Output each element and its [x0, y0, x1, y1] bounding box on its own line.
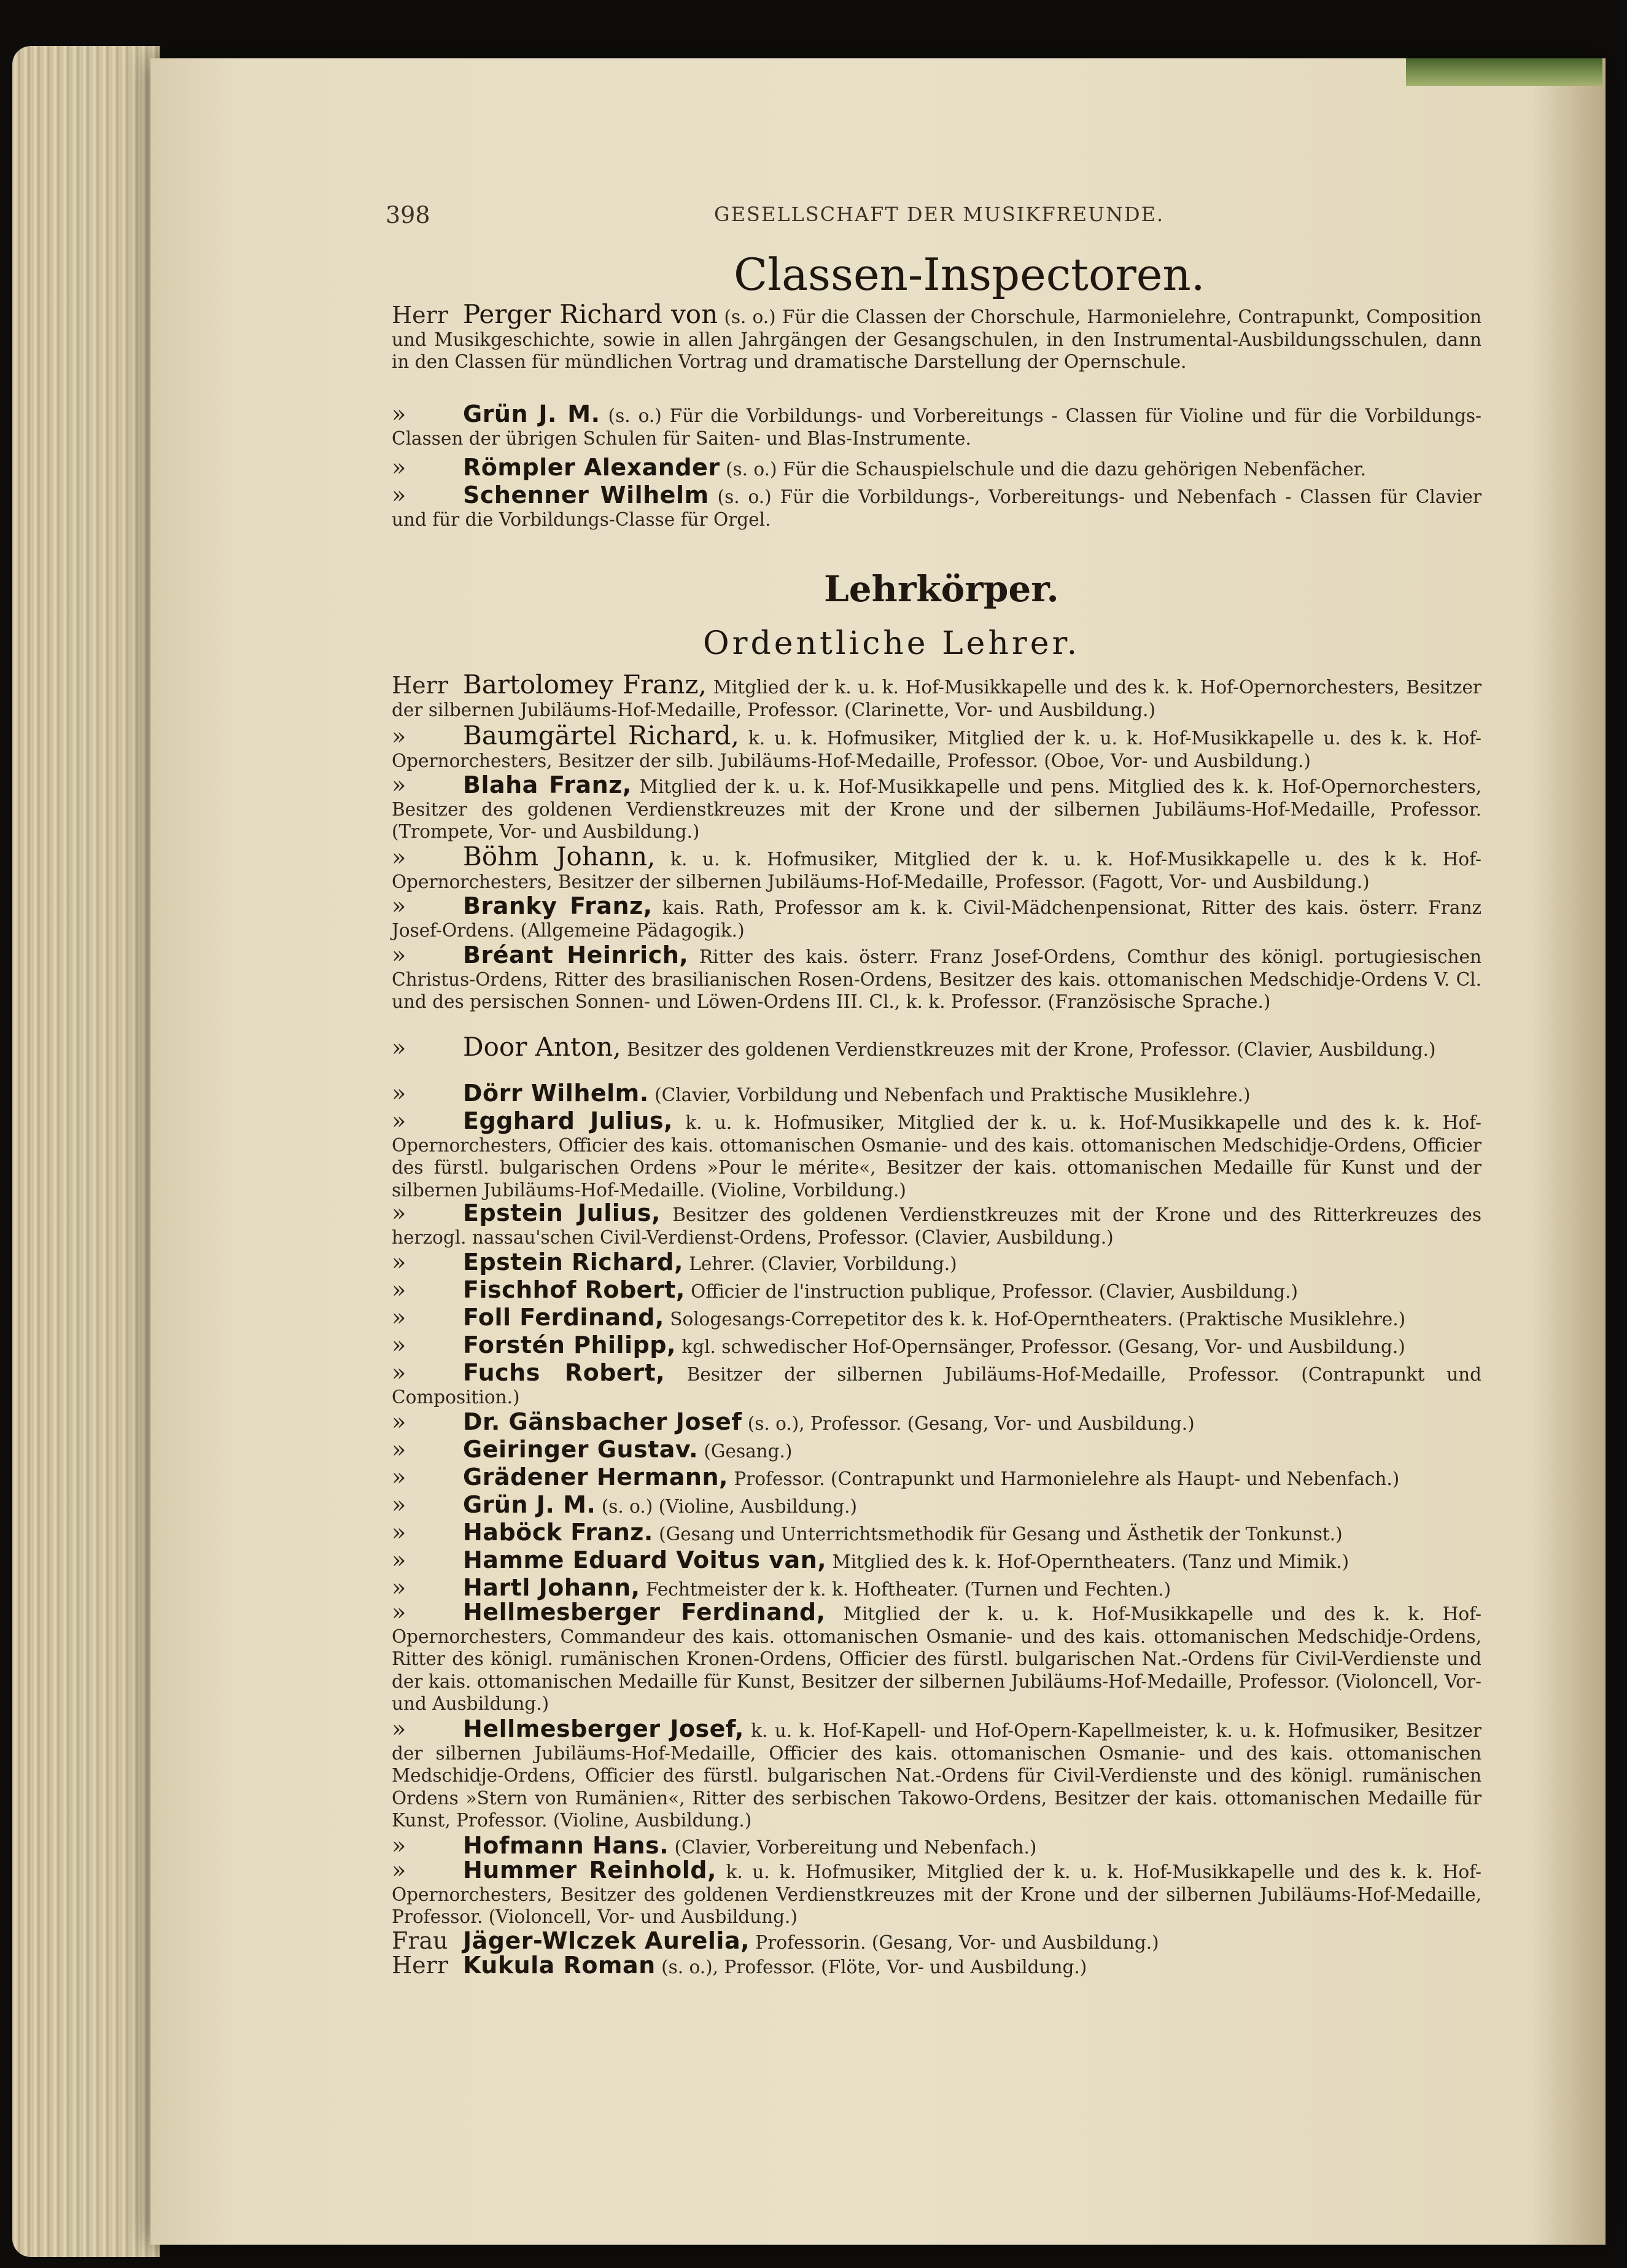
honorific: » — [392, 1463, 406, 1491]
honorific: » — [392, 1080, 406, 1107]
teacher-entry — [392, 771, 1481, 843]
entry-text: Fechtmeister der k. k. Hoftheater. (Turnen und Fechten.) — [640, 1579, 1171, 1600]
entry-text: Officier de l'instruction publique, Professor. (Clavier, Ausbildung.) — [685, 1281, 1298, 1302]
person-name: Fischhof Robert, — [463, 1276, 685, 1303]
entry-text: Besitzer der silbernen Jubiläums-Hof-Medaille, Professor. (Contrapunkt und Composition.) — [392, 1364, 1481, 1408]
teacher-entry — [392, 841, 1481, 893]
person-name: Hellmesberger Josef, — [463, 1715, 744, 1742]
teacher-entry — [392, 1463, 1481, 1491]
entry-text: Besitzer des goldenen Verdienstkreuzes mit der Krone, Professor. (Clavier, Ausbildung.) — [621, 1039, 1436, 1060]
teacher-entry — [392, 1834, 1481, 1859]
entry-text: Lehrer. (Clavier, Vorbildung.) — [683, 1253, 957, 1274]
honorific: » — [392, 723, 406, 750]
entry-text: kais. Rath, Professor am k. k. Civil-Mädchenpensionat, Ritter des kais. österr. Franz Josef-Ordens. (Allgemeine Pädagogik.) — [392, 897, 1482, 941]
teacher-entry — [392, 1199, 1481, 1249]
honorific: » — [392, 454, 406, 481]
entry-text: Mitglied des k. k. Hof-Operntheaters. (Tanz und Mimik.) — [826, 1551, 1349, 1572]
section-heading-faculty: Lehrkörper. — [824, 568, 1059, 610]
entry-text: (s. o.) Für die Vorbildungs-, Vorbereitungs- und Nebenfach - Classen für Clavier und für die Vorbildungs-Classe für Orgel. — [392, 486, 1481, 530]
teacher-entry — [392, 1032, 1481, 1062]
teacher-entry — [392, 1306, 1481, 1331]
person-name: Epstein Julius, — [463, 1199, 661, 1226]
person-name: Haböck Franz. — [463, 1519, 653, 1546]
person-name: Perger Richard von — [463, 299, 718, 329]
person-name: Door Anton, — [463, 1032, 621, 1062]
person-name: Grädener Hermann, — [463, 1463, 728, 1491]
honorific: » — [392, 941, 406, 968]
honorific: » — [392, 1546, 406, 1573]
inspector-entry — [392, 456, 1481, 481]
entry-text: (Gesang und Unterrichtsmethodik für Gesang und Ästhetik der Tonkunst.) — [653, 1524, 1343, 1545]
entry-text: Ritter des kais. österr. Franz Josef-Ordens, Comthur des königl. portugiesischen Christus-Ordens, Ritter des brasilianischen Rosen-Ordens, Besitzer des kais. ottomanischen Medschidje-Ordens V. Cl. und des persischen Sonnen- und Löwen-Ordens III. Cl., k. k. Professor. (Französische Sprache.) — [392, 946, 1482, 1012]
honorific: » — [392, 1359, 406, 1386]
person-name: Hamme Eduard Voitus van, — [463, 1546, 827, 1573]
person-name: Branky Franz, — [463, 892, 653, 919]
honorific: Herr — [392, 302, 448, 329]
person-name: Fuchs Robert, — [463, 1359, 666, 1386]
inspector-entry — [392, 481, 1481, 531]
entry-text: (s. o.), Professor. (Gesang, Vor- und Ausbildung.) — [742, 1413, 1195, 1434]
person-name: Dörr Wilhelm. — [463, 1080, 649, 1107]
teacher-entry — [392, 1927, 1481, 1954]
entry-text: Mitglied der k. u. k. Hof-Musikkapelle und des k. k. Hof-Opernorchesters, Commandeur des kais. ottomanischen Osmanie- und des kais. ottomanischen Medschidje-Ordens, Ritter des königl. rumänischen Kronen-Ordens, Officier des fürstl. bulgarischen Nat.-Ordens für Civil-Verdienste und der kais. ottomanischen Medaille für Kunst, Besitzer der silbernen Jubiläums-Hof-Medaille, Professor. (Violoncell, Vor- und Ausbildung.) — [392, 1604, 1481, 1714]
honorific: Herr — [392, 672, 448, 699]
inspector-entry — [392, 400, 1481, 450]
person-name: Bartolomey Franz, — [463, 669, 707, 699]
teacher-entry — [392, 1408, 1481, 1435]
teacher-entry — [392, 1276, 1481, 1303]
teacher-entry — [392, 1546, 1481, 1573]
entry-text: Mitglied der k. u. k. Hof-Musikkapelle und pens. Mitglied des k. k. Hof-Opernorchesters, Besitzer des goldenen Verdienstkreuzes mit der Krone und der silbernen Jubiläums-Hof-Medaille, Professor. (Trompete, Vor- und Ausbildung.) — [392, 776, 1481, 842]
book-page-edges — [12, 46, 160, 2257]
person-name: Hartl Johann, — [463, 1574, 640, 1601]
section-heading-inspectors: Classen-Inspectoren. — [734, 249, 1205, 300]
entry-text: k. u. k. Hof-Kapell- und Hof-Opern-Kapellmeister, k. u. k. Hofmusiker, Besitzer der silbernen Jubiläums-Hof-Medaille, Officier des kais. ottomanischen Osmanie- und des kais. ottomanischen Medschidje-Ordens, Officier des fürstl. bulgarischen Nat.-Ordens für Civil-Verdienste und des königl. rumänischen Ordens »Stern von Rumänien«, Ritter des serbischen Takowo-Ordens, Besitzer der kais. ottomanischen Medaille für Kunst, Professor. (Violine, Ausbildung.) — [392, 1720, 1481, 1831]
teacher-entry — [392, 669, 1482, 721]
teacher-entry — [392, 1438, 1481, 1463]
honorific: » — [392, 1715, 406, 1742]
honorific: » — [392, 844, 406, 871]
person-name: Dr. Gänsbacher Josef — [463, 1408, 742, 1435]
honorific: » — [392, 892, 406, 919]
honorific: » — [392, 1857, 406, 1884]
person-name: Epstein Richard, — [463, 1249, 683, 1276]
teacher-entry — [392, 1576, 1481, 1601]
entry-text: Besitzer des goldenen Verdienstkreuzes mit der Krone und des Ritterkreuzes des herzogl. nassau'schen Civil-Verdienst-Ordens, Professor. (Clavier, Ausbildung.) — [392, 1204, 1481, 1248]
entry-text: (s. o.), Professor. (Flöte, Vor- und Ausbildung.) — [655, 1957, 1087, 1978]
entry-text: k. u. k. Hofmusiker, Mitglied der k. u. k. Hof-Musikkapelle und des k. k. Hof-Opernorchesters, Besitzer des goldenen Verdienstkreuzes mit der Krone und der silbernen Jubiläums-Hof-Medaille, Professor. (Violoncell, Vor- und Ausbildung.) — [392, 1861, 1481, 1927]
honorific: » — [392, 400, 406, 427]
entry-text: k. u. k. Hofmusiker, Mitglied der k. u. k. Hof-Musikkapelle und des k. k. Hof-Opernorchesters, Officier des kais. ottomanischen Osmanie- und des kais. ottomanischen Medschidje-Ordens, Officier des fürstl. bulgarischen Ordens »Pour le mérite«, Besitzer der kais. ottomanischen Medaille für Kunst und der silbernen Jubiläums-Hof-Medaille. (Violine, Vorbildung.) — [392, 1112, 1482, 1201]
person-name: Blaha Franz, — [463, 771, 632, 798]
teacher-entry — [392, 941, 1482, 1013]
honorific: » — [392, 1519, 406, 1546]
inspector-entry — [392, 299, 1481, 373]
entry-text: Professor. (Contrapunkt und Harmonielehre als Haupt- und Nebenfach.) — [728, 1468, 1400, 1489]
person-name: Grün J. M. — [463, 1491, 596, 1518]
person-name: Baumgärtel Richard, — [463, 720, 739, 750]
teacher-entry — [392, 1082, 1481, 1107]
honorific: » — [392, 1276, 406, 1303]
person-name: Schenner Wilhelm — [463, 481, 709, 509]
entry-text: (s. o.) Für die Classen der Chorschule, Harmonielehre, Contrapunkt, Composition und Musikgeschichte, sowie in allen Jahrgängen der Gesangschulen, in den Instrumental-Ausbildungsschulen, dann in den Classen für mündlichen Vortrag und dramatische Darstellung der Opernschule. — [392, 306, 1481, 372]
person-name: Egghard Julius, — [463, 1107, 673, 1134]
teacher-entry — [392, 1331, 1481, 1358]
teacher-entry — [392, 1359, 1481, 1408]
entry-text: k. u. k. Hofmusiker, Mitglied der k. u. k. Hof-Musikkapelle u. des k. k. Hof-Opernorchesters, Besitzer der silb. Jubiläums-Hof-Medaille, Professor. (Oboe, Vor- und Ausbildung.) — [392, 728, 1481, 771]
entry-text: Professorin. (Gesang, Vor- und Ausbildung.) — [750, 1932, 1159, 1953]
teacher-entry — [392, 1251, 1481, 1276]
honorific: » — [392, 1249, 406, 1276]
entry-text: Mitglied der k. u. k. Hof-Musikkapelle und des k. k. Hof-Opernorchesters, Besitzer der silbernen Jubiläums-Hof-Medaille, Professor. (Clarinette, Vor- und Ausbildung.) — [392, 677, 1482, 720]
entry-text: kgl. schwedischer Hof-Opernsänger, Professor. (Gesang, Vor- und Ausbildung.) — [675, 1336, 1405, 1357]
entry-text: (s. o.) Für die Schauspielschule und die dazu gehörigen Nebenfächer. — [720, 459, 1367, 480]
entry-text: (Clavier, Vorbildung und Nebenfach und Praktische Musiklehre.) — [648, 1085, 1251, 1105]
teacher-entry — [392, 1859, 1481, 1928]
entry-text: (Gesang.) — [698, 1441, 793, 1462]
honorific: » — [392, 771, 406, 798]
teacher-entry — [392, 892, 1482, 941]
honorific: » — [392, 1199, 406, 1226]
entry-text: (s. o.) Für die Vorbildungs- und Vorbereitungs - Classen für Violine und für die Vorbildungs-Classen der übrigen Schulen für Saiten- und Blas-Instrumente. — [392, 405, 1481, 449]
honorific: » — [392, 1436, 406, 1463]
person-name: Foll Ferdinand, — [463, 1304, 664, 1331]
teacher-entry — [392, 1491, 1481, 1518]
honorific: » — [392, 1107, 406, 1134]
person-name: Grün J. M. — [463, 400, 600, 427]
running-head: GESELLSCHAFT DER MUSIKFREUNDE. — [714, 203, 1165, 226]
person-name: Böhm Johann, — [463, 841, 656, 871]
teacher-entry — [392, 1601, 1481, 1715]
honorific: » — [392, 1574, 406, 1601]
person-name: Hummer Reinhold, — [463, 1857, 716, 1884]
honorific: » — [392, 1491, 406, 1518]
honorific: » — [392, 1408, 406, 1435]
entry-text: (s. o.) (Violine, Ausbildung.) — [596, 1496, 858, 1517]
honorific: » — [392, 481, 406, 509]
teacher-entry — [392, 1521, 1481, 1546]
person-name: Hofmann Hans. — [463, 1832, 669, 1859]
person-name: Römpler Alexander — [463, 454, 720, 481]
page-number: 398 — [386, 201, 430, 228]
honorific: » — [392, 1304, 406, 1331]
honorific: » — [392, 1034, 406, 1061]
section-subheading-regular-teachers: Ordentliche Lehrer. — [703, 625, 1081, 662]
honorific: » — [392, 1331, 406, 1358]
entry-text: k. u. k. Hofmusiker, Mitglied der k. u. k. Hof-Musikkapelle u. des k k. Hof-Opernorchesters, Besitzer der silbernen Jubiläums-Hof-Medaille, Professor. (Fagott, Vor- und Ausbildung.) — [392, 849, 1481, 892]
teacher-entry — [392, 720, 1481, 772]
person-name: Hellmesberger Ferdinand, — [463, 1599, 826, 1626]
entry-text: Sologesangs-Correpetitor des k. k. Hof-Operntheaters. (Praktische Musiklehre.) — [664, 1309, 1406, 1330]
honorific: Herr — [392, 1952, 448, 1979]
teacher-entry — [392, 1954, 1481, 1979]
honorific: Frau — [392, 1927, 448, 1954]
honorific: » — [392, 1599, 406, 1626]
person-name: Forstén Philipp, — [463, 1331, 676, 1358]
person-name: Kukula Roman — [463, 1952, 656, 1979]
cloth-binding — [1406, 58, 1602, 86]
person-name: Bréant Heinrich, — [463, 941, 689, 968]
person-name: Jäger-Wlczek Aurelia, — [463, 1927, 750, 1954]
person-name: Geiringer Gustav. — [463, 1436, 699, 1463]
honorific: » — [392, 1832, 406, 1859]
teacher-entry — [392, 1715, 1481, 1832]
teacher-entry — [392, 1107, 1482, 1201]
entry-text: (Clavier, Vorbereitung und Nebenfach.) — [669, 1837, 1037, 1858]
